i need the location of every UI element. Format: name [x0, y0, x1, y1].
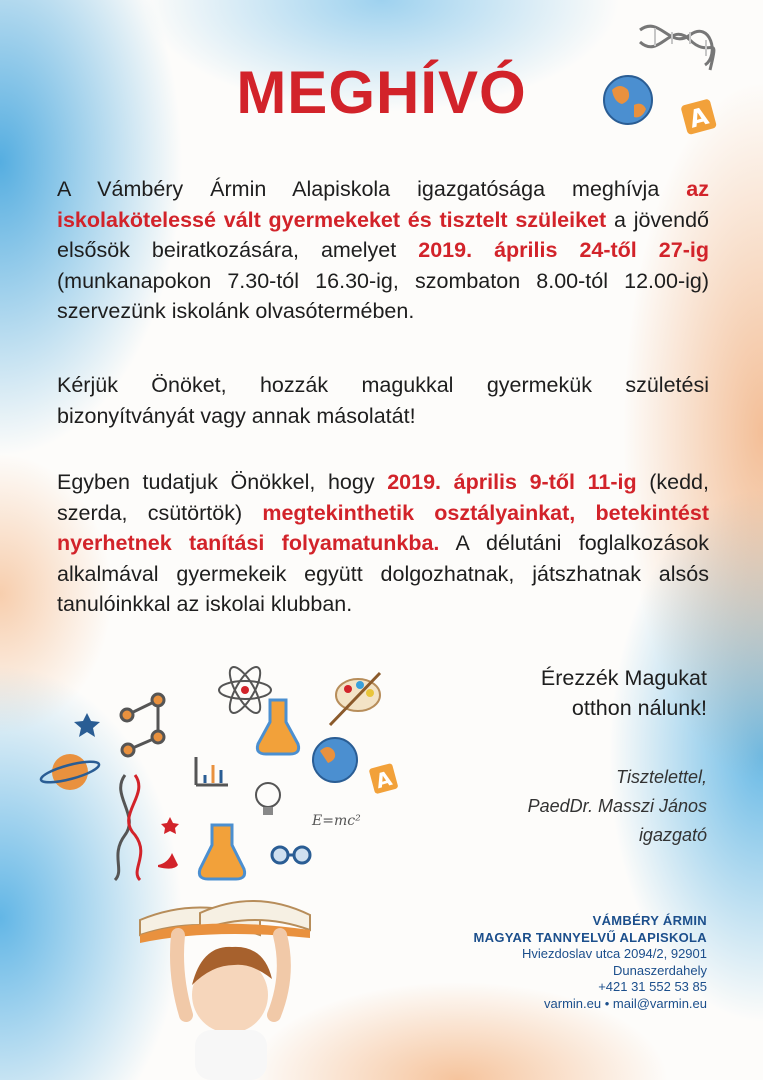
signature-name: PaedDr. Masszi János — [527, 796, 707, 816]
svg-text:A: A — [686, 101, 712, 134]
science-illustration — [30, 655, 400, 1080]
shoe-icon — [158, 853, 178, 869]
molecule-icon-2 — [272, 847, 310, 863]
flask-icon-2 — [199, 825, 244, 879]
palette-icon — [330, 673, 380, 725]
school-contact — [474, 913, 707, 1012]
closing-message — [541, 663, 707, 723]
school-web-mail: varmin.eu • mail@varmin.eu — [544, 995, 707, 1011]
planet-icon — [39, 754, 101, 790]
closing-line-2: otthon nálunk! — [571, 696, 707, 720]
school-city: Dunaszerdahely — [613, 962, 707, 978]
paragraph-documents: Kérjük Önöket, hozzák magukkal gyermekük születési bizonyítványát vagy annak másolatát! — [57, 373, 709, 428]
school-name-1: VÁMBÉRY ÁRMIN — [592, 913, 707, 928]
enrollment-highlight: 2019. április 24-től 27-ig — [418, 238, 709, 262]
paragraph-open-days — [57, 467, 709, 620]
chart-icon — [196, 757, 228, 785]
open-days-highlight: megtekinthetik osztályainkat, betekintést nyerhetnek tanítási folyamatunkba. — [57, 500, 709, 555]
atom-icon — [219, 663, 271, 717]
open-days-text: A délutáni foglalkozások alkalmával gyermekeik együtt dolgozhatnak, játszhatnak alsós tanulóinkkal az iskolai klubban. — [57, 531, 709, 616]
lightbulb-icon — [256, 783, 280, 815]
closing-line-1: Érezzék Magukat — [540, 666, 707, 690]
signature-role: igazgató — [638, 825, 707, 845]
formula-text: E=mc² — [312, 813, 361, 829]
open-days-highlight: 2019. április 9-től 11-ig — [387, 470, 637, 494]
enrollment-text: (munkanapokon 7.30-tól 16.30-ig, szombaton 8.00-tól 12.00-ig) szervezünk iskolánk olvasótermében. — [57, 268, 709, 323]
enrollment-text: a jövendő elsősök beiratkozására, amelyet — [57, 207, 710, 262]
star-icon — [74, 713, 100, 737]
letter-a-icon-2 — [369, 763, 399, 794]
molecule-icon — [121, 694, 164, 756]
paragraph-enrollment — [57, 174, 709, 327]
invitation-title: MEGHÍVÓ — [236, 59, 527, 126]
dna-icon-2 — [115, 775, 141, 880]
globe-icon-2 — [313, 738, 357, 782]
open-days-text: Egyben tudatjuk Önökkel, hogy — [57, 470, 388, 494]
enrollment-text: A Vámbéry Ármin Alapiskola igazgatósága meghívja — [57, 177, 687, 201]
flask-icon — [257, 700, 298, 754]
school-phone: +421 31 552 53 85 — [598, 979, 707, 994]
school-name-2: MAGYAR TANNYELVŰ ALAPISKOLA — [473, 929, 707, 945]
signature — [528, 763, 707, 850]
star-icon-2 — [161, 817, 179, 834]
school-address: Hviezdoslav utca 2094/2, 92901 — [521, 946, 707, 961]
enrollment-highlight: az iskolakötelessé vált gyermekeket és tisztelt szüleiket — [57, 177, 709, 232]
svg-text:A: A — [373, 765, 395, 794]
open-days-text: (kedd, szerda, csütörtök) — [57, 470, 709, 525]
signature-greeting: Tisztelettel, — [616, 767, 707, 787]
child-figure — [177, 935, 284, 1080]
